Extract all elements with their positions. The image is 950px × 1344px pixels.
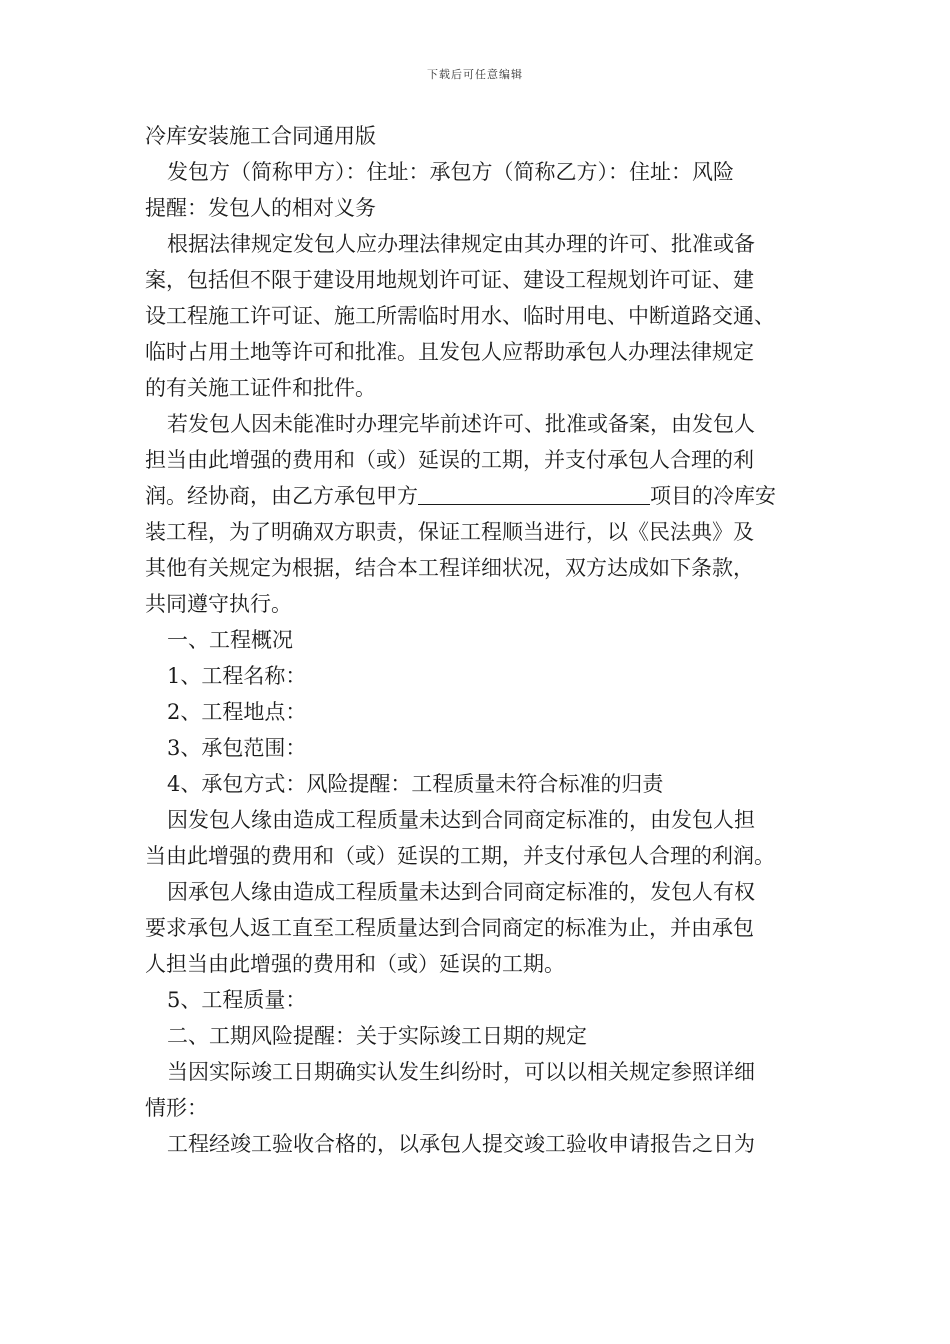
document-body <box>145 118 815 1162</box>
paragraph-line: 当因实际竣工日期确实认发生纠纷时，可以以相关规定参照详细 <box>167 1060 755 1084</box>
paragraph-line: 提醒：发包人的相对义务 <box>145 196 376 220</box>
list-item: 1、工程名称： <box>167 664 307 688</box>
line-suffix: 项目的冷库安 <box>650 484 776 508</box>
paragraph-line: 因承包人缘由造成工程质量未达到合同商定标准的，发包人有权 <box>167 880 755 904</box>
paragraph-line: 其他有关规定为根据，结合本工程详细状况，双方达成如下条款， <box>145 556 754 580</box>
paragraph-line: 装工程，为了明确双方职责，保证工程顺当进行，以《民法典》及 <box>145 520 754 544</box>
paragraph-line: 发包方（简称甲方）：住址：承包方（简称乙方）：住址：风险 <box>167 160 734 184</box>
list-item: 5、工程质量： <box>167 988 307 1012</box>
document-title: 冷库安装施工合同通用版 <box>145 124 376 148</box>
section-heading: 一、工程概况 <box>167 628 293 652</box>
paragraph-line: 案，包括但不限于建设用地规划许可证、建设工程规划许可证、建 <box>145 268 754 292</box>
paragraph-line: 因发包人缘由造成工程质量未达到合同商定标准的，由发包人担 <box>167 808 755 832</box>
list-item: 3、承包范围： <box>167 736 307 760</box>
paragraph-line: 担当由此增强的费用和（或）延误的工期，并支付承包人合理的利 <box>145 448 754 472</box>
paragraph-line-with-blank <box>145 478 815 514</box>
paragraph-line: 的有关施工证件和批件。 <box>145 376 376 400</box>
paragraph-line: 若发包人因未能准时办理完毕前述许可、批准或备案，由发包人 <box>167 412 755 436</box>
list-item: 4、承包方式：风险提醒：工程质量未符合标准的归责 <box>167 772 664 796</box>
line-prefix: 润。经协商，由乙方承包甲方 <box>145 484 418 508</box>
paragraph-line: 要求承包人返工直至工程质量达到合同商定的标准为止，并由承包 <box>145 916 754 940</box>
list-item: 2、工程地点： <box>167 700 307 724</box>
paragraph-line: 当由此增强的费用和（或）延误的工期，并支付承包人合理的利润。 <box>145 844 775 868</box>
paragraph-line: 情形： <box>145 1096 208 1120</box>
project-name-blank <box>418 482 650 505</box>
paragraph-line: 设工程施工许可证、施工所需临时用水、临时用电、中断道路交通、 <box>145 304 775 328</box>
paragraph-line: 临时占用土地等许可和批准。且发包人应帮助承包人办理法律规定 <box>145 340 754 364</box>
paragraph-line: 共同遵守执行。 <box>145 592 292 616</box>
section-heading: 二、工期风险提醒：关于实际竣工日期的规定 <box>167 1024 587 1048</box>
paragraph-line: 工程经竣工验收合格的，以承包人提交竣工验收申请报告之日为 <box>167 1132 755 1156</box>
header-note: 下载后可任意编辑 <box>427 68 523 81</box>
paragraph-line: 人担当由此增强的费用和（或）延误的工期。 <box>145 952 565 976</box>
paragraph-line: 根据法律规定发包人应办理法律规定由其办理的许可、批准或备 <box>167 232 755 256</box>
